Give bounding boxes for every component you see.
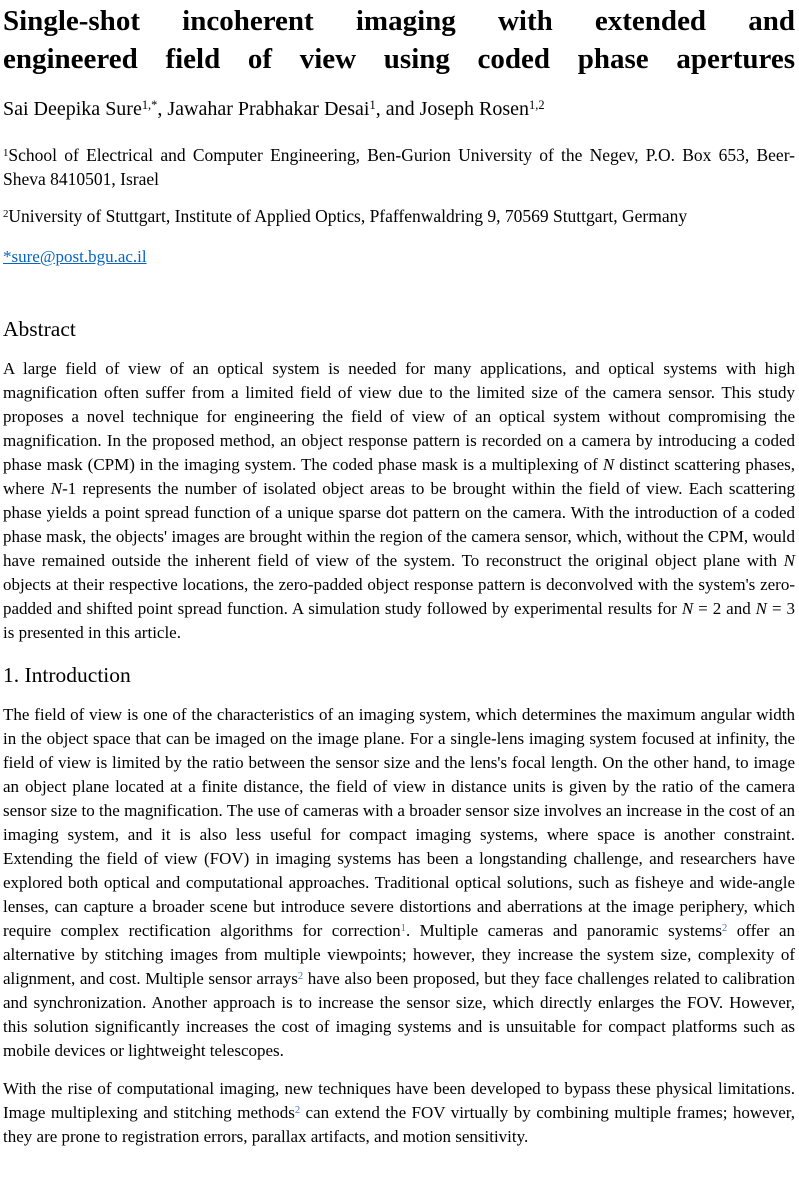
text-run: offer an alternative by stitching images from multiple viewpoints; however, they increase the system size, complexity of alignment, and cost. Multiple sensor arrays: [3, 921, 795, 988]
text-run: -1 represents the number of isolated object areas to be brought within the field of view. Each scattering phase yields a point spread function of a unique sparse dot pattern on the camera. With the introduction of a coded phase mask, the objects' images are brought within the region of the camera sensor, which, without the CPM, would have remained outside the inherent field of view of the system. To reconstruct the original object plane with: [3, 479, 795, 570]
text-run: Sai Deepika Sure: [3, 98, 142, 120]
abstract-paragraph: [3, 357, 795, 645]
text-run: , and Joseph Rosen: [375, 98, 530, 120]
text-run: N: [602, 455, 615, 474]
citation-link[interactable]: 2: [294, 1105, 301, 1117]
text-run: can extend the FOV virtually by combining multiple frames; however, they are prone to registration errors, parallax artifacts, and motion sensitivity.: [3, 1103, 795, 1146]
text-run: School of Electrical and Computer Engineering, Ben-Gurion University of the Negev, P.O. Box 653, Beer-Sheva 8410501, Israel: [3, 145, 795, 189]
text-run: , Jawahar Prabhakar Desai: [157, 98, 370, 120]
section-heading-introduction: 1. Introduction: [3, 663, 131, 687]
affiliation-2: [3, 204, 795, 228]
email-line: [3, 245, 795, 269]
text-run: = 3 is presented in this article.: [3, 599, 795, 642]
affiliation-1: [3, 143, 795, 191]
citation-link[interactable]: 2: [297, 971, 304, 983]
text-run: distinct scattering phases, where: [3, 455, 795, 498]
text-run: = 2 and: [693, 599, 756, 618]
superscript-run: 1,2: [529, 98, 545, 113]
text-run: With the rise of computational imaging, new techniques have been developed to bypass these physical limitations. Image multiplexing and stitching methods: [3, 1079, 795, 1122]
text-run: . Multiple cameras and panoramic systems: [405, 921, 722, 940]
section-heading-abstract: Abstract: [3, 317, 76, 341]
intro-paragraph-2: [3, 1077, 795, 1149]
title-line-2: engineered field of view using coded phase apertures: [3, 43, 795, 75]
title-line-1: Single-shot incoherent imaging with extended and: [3, 5, 795, 37]
text-run: The field of view is one of the characteristics of an imaging system, which determines the maximum angular width in the object space that can be imaged on the image plane. For a single-lens imaging system focused at infinity, the field of view is limited by the ratio between the sensor size and the lens's focal length. On the other hand, to image an object plane located at a finite distance, the field of view in distance units is given by the ratio of the camera sensor size to the magnification. The use of cameras with a broader sensor size involves an increase in the cost of an imaging system, and it is also less useful for compact imaging systems, where space is another constraint. Extending the field of view (FOV) in imaging systems has been a longstanding challenge, and researchers have explored both optical and computational approaches. Traditional optical solutions, such as fisheye and wide-angle lenses, can capture a broader scene but introduce severe distortions and aberrations at the image periphery, which require complex rectification algorithms for correction: [3, 705, 795, 940]
authors-line: [3, 96, 795, 122]
superscript-run: 1,*: [141, 98, 158, 113]
text-run: objects at their respective locations, the zero-padded object response pattern is deconvolved with the system's zero-padded and shifted point spread function. A simulation study followed by experimental results for: [3, 575, 795, 618]
text-run: N: [681, 599, 694, 618]
text-run: N: [755, 599, 767, 618]
paper-title: [3, 2, 795, 78]
superscript-run: 2: [3, 208, 9, 221]
text-run: A large field of view of an optical system is needed for many applications, and optical systems with high magnification often suffer from a limited field of view due to the limited size of the camera sensor. This study proposes a novel technique for engineering the field of view of an optical system without compromising the magnification. In the proposed method, an object response pattern is recorded on a camera by introducing a coded phase mask (CPM) in the imaging system. The coded phase mask is a multiplexing of: [3, 359, 795, 474]
text-run: have also been proposed, but they face challenges related to calibration and synchronization. Another approach is to increase the sensor size, which directly enlarges the FOV. However, this solution significantly increases the cost of imaging systems and is unsuitable for compact platforms such as mobile devices or lightweight telescopes.: [3, 969, 796, 1060]
text-run: N: [783, 551, 795, 570]
intro-paragraph-1: [3, 703, 795, 1063]
email-link[interactable]: *sure@post.bgu.ac.il: [3, 247, 147, 266]
text-run: N: [50, 479, 63, 498]
text-run: University of Stuttgart, Institute of Applied Optics, Pfaffenwaldring 9, 70569 Stuttgart, Germany: [8, 206, 688, 226]
citation-link[interactable]: 1: [400, 923, 406, 935]
citation-link[interactable]: 2: [721, 923, 728, 935]
superscript-run: 1: [369, 98, 376, 113]
superscript-run: 1: [3, 147, 9, 160]
